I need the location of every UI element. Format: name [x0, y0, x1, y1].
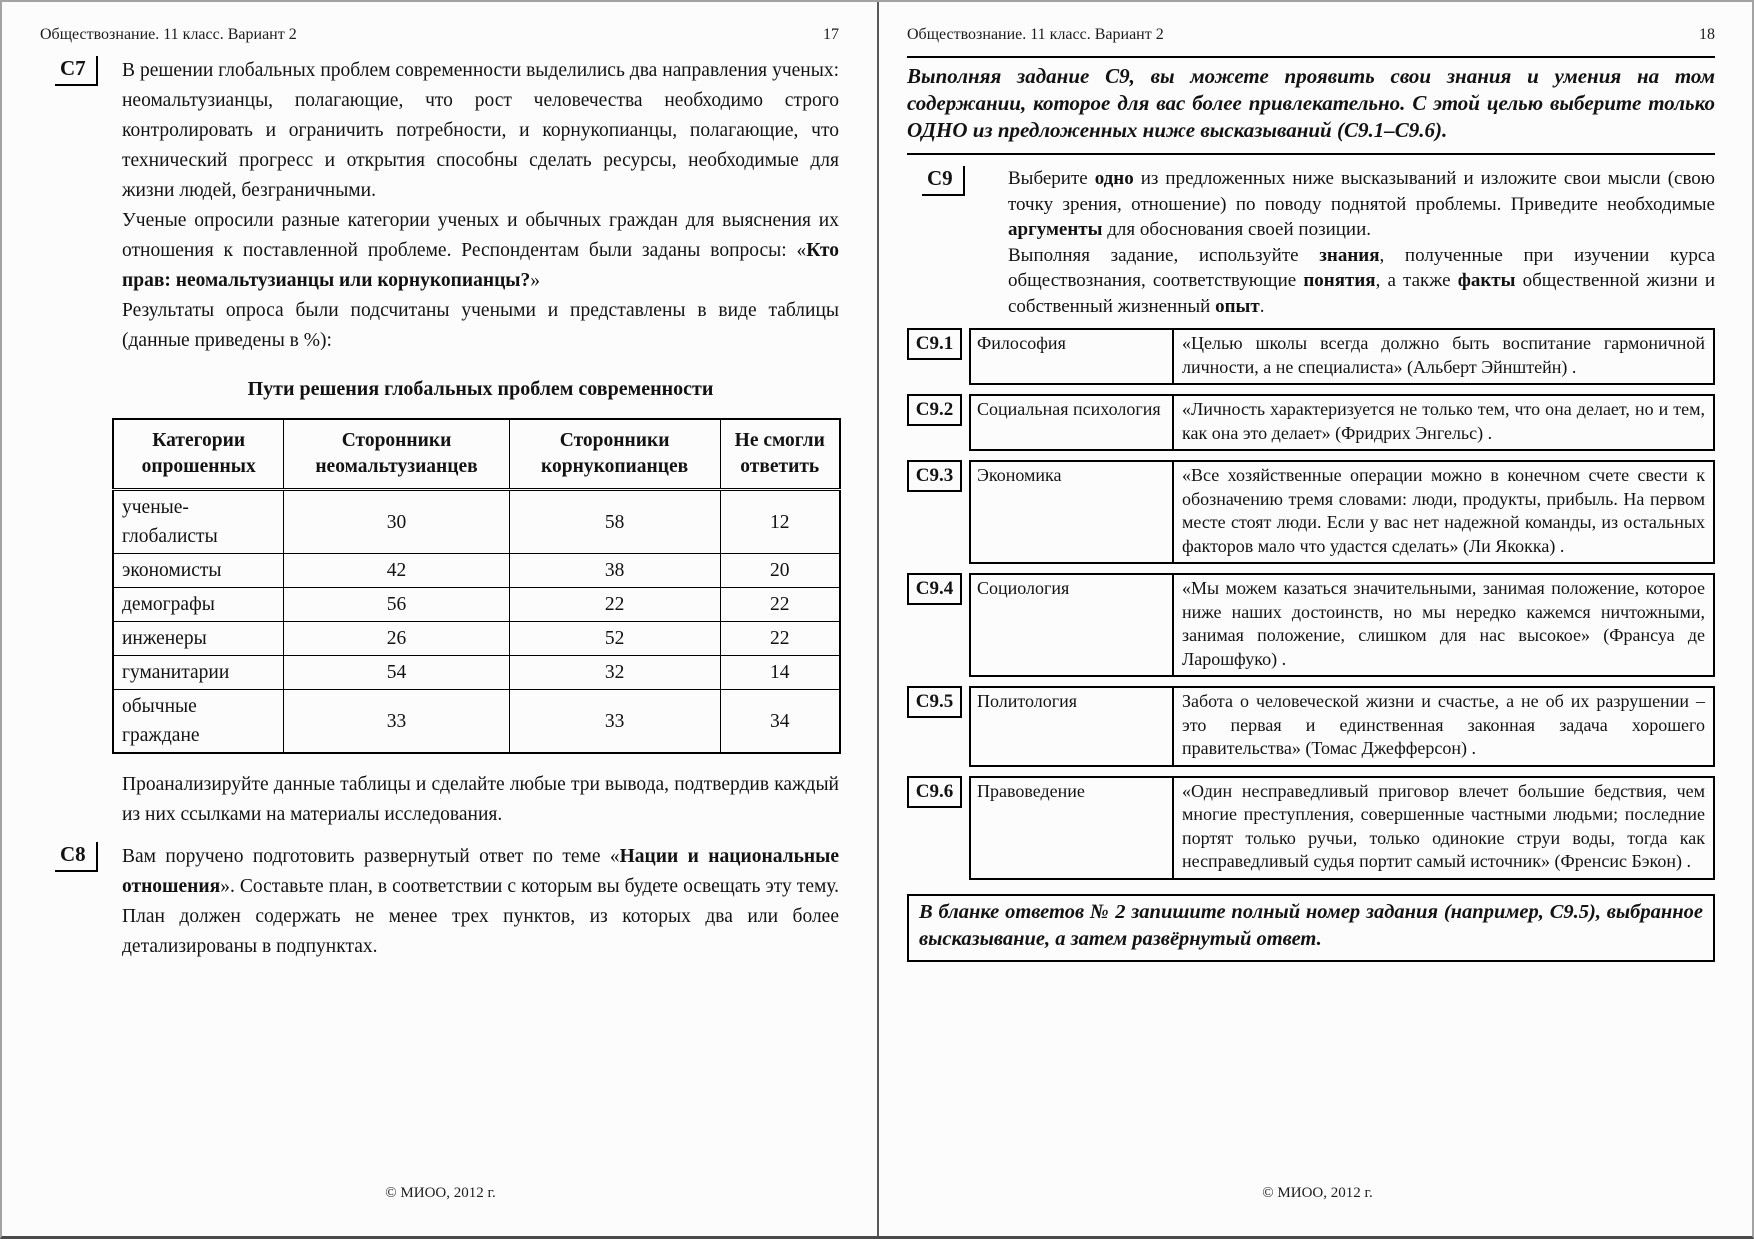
page-18-footer: © МИОО, 2012 г. — [1262, 1185, 1373, 1201]
c9-option-label: С9.3 — [907, 460, 962, 492]
c9-option-domain: Политология — [971, 688, 1174, 765]
table-row — [113, 588, 840, 622]
task-c8-body — [122, 842, 839, 962]
task-c7-paragraph: Ученые опросили разные категории ученых и обычных граждан для выяснения их отношения к поставленной проблеме. Респондентам были заданы вопросы: «Кто прав: неомальтузианцы или корнукопианцы?» — [122, 210, 839, 291]
task-c7-label-column — [40, 56, 122, 86]
row-value: 34 — [720, 690, 840, 754]
c9-option-domain: Философия — [971, 330, 1174, 383]
row-value: 33 — [509, 690, 720, 754]
row-value: 58 — [509, 490, 720, 554]
table-row — [113, 490, 840, 554]
row-category: демографы — [113, 588, 284, 622]
page-17 — [2, 2, 879, 1236]
c9-option-label: С9.5 — [907, 686, 962, 718]
c9-option-label: С9.4 — [907, 573, 962, 605]
c9-option-domain: Экономика — [971, 462, 1174, 562]
answer-sheet-note: В бланке ответов № 2 запишите полный номер задания (например, С9.5), выбранное высказывание, а затем развёрнутый ответ. — [907, 894, 1715, 962]
task-c9-body — [1008, 166, 1715, 319]
row-value: 22 — [509, 588, 720, 622]
c9-option-row — [907, 686, 1715, 767]
c9-option-table — [969, 776, 1715, 880]
row-value: 26 — [284, 622, 509, 656]
task-c9-label: С9 — [922, 166, 965, 196]
c9-option-row — [907, 328, 1715, 385]
row-category: ученые-глобалисты — [113, 490, 284, 554]
row-value: 30 — [284, 490, 509, 554]
c9-intro-note: Выполняя задание С9, вы можете проявить свои знания и умения на том содержании, которое для вас более привлекательно. С этой целью выберите только ОДНО из предложенных ниже высказываний (С9.1–С9.6). — [907, 56, 1715, 155]
c9-option-quote: Забота о человеческой жизни и счастье, а не об их разрушении – это первая и единственная законная задача хорошего правительства» (Томас Джефферсон) . — [1182, 691, 1705, 758]
task-c9-label-column — [907, 166, 1008, 196]
page-18 — [879, 2, 1754, 1236]
column-header: Не смогли ответить — [720, 419, 840, 490]
task-c9 — [907, 166, 1715, 319]
task-c7 — [40, 56, 839, 830]
task-c7-body — [122, 56, 839, 830]
survey-table-title: Пути решения глобальных проблем современности — [247, 378, 714, 400]
task-c8-label: С8 — [55, 842, 98, 872]
c9-option-row — [907, 394, 1715, 451]
row-category: обычные граждане — [113, 690, 284, 754]
c9-option-table — [969, 460, 1715, 564]
task-c9-paragraph: Выберите одно из предложенных ниже высказываний и изложите свои мысли (свою точку зрения, отношение) по поводу поднятой проблемы. Приведите необходимые аргументы для обоснования своей позиции. — [1008, 168, 1715, 240]
task-c7-paragraph: В решении глобальных проблем современности выделились два направления ученых: неомальтузианцы, полагающие, что рост человечества необходимо строго контролировать и ограничить потребности, и корнукопианцы, полагающие, что технический прогресс и открытия способны сделать ресурсы, необходимые для жизни людей, безграничными. — [122, 60, 839, 201]
c9-option-table — [969, 573, 1715, 677]
c9-option-table — [969, 686, 1715, 767]
survey-header-row — [113, 419, 840, 490]
survey-table — [112, 418, 841, 754]
table-row — [113, 690, 840, 754]
page-17-footer: © МИОО, 2012 г. — [385, 1185, 496, 1201]
row-value: 32 — [509, 656, 720, 690]
table-row — [113, 622, 840, 656]
row-value: 33 — [284, 690, 509, 754]
c9-option-quote: «Один несправедливый приговор влечет большие бедствия, чем многие преступления, совершенные частными людьми; последние портят только ручьи, только одинокие струи воды, тогда как несправедливый судья портит самый источник» (Френсис Бэкон) . — [1182, 780, 1705, 871]
table-row — [113, 554, 840, 588]
c9-option-domain: Социальная психология — [971, 396, 1174, 449]
row-category: гуманитарии — [113, 656, 284, 690]
row-value: 12 — [720, 490, 840, 554]
c9-option-domain: Правоведение — [971, 778, 1174, 878]
c9-option-row — [907, 460, 1715, 564]
page-number: 17 — [823, 26, 839, 43]
c9-option-row — [907, 776, 1715, 880]
row-value: 14 — [720, 656, 840, 690]
row-value: 54 — [284, 656, 509, 690]
c9-option-label: С9.6 — [907, 776, 962, 808]
row-value: 52 — [509, 622, 720, 656]
row-value: 56 — [284, 588, 509, 622]
header-title: Обществознание. 11 класс. Вариант 2 — [40, 26, 297, 43]
page-number: 18 — [1699, 26, 1715, 43]
c9-option-row — [907, 573, 1715, 677]
c9-option-quote: «Личность характеризуется не только тем, что она делает, но и тем, как она это делает» (Фридрих Энгельс) . — [1182, 399, 1705, 443]
c9-option-table — [969, 394, 1715, 451]
header-title: Обществознание. 11 класс. Вариант 2 — [907, 26, 1164, 43]
row-category: экономисты — [113, 554, 284, 588]
task-c7-instruction: Проанализируйте данные таблицы и сделайте любые три вывода, подтвердив каждый из них ссылками на материалы исследования. — [122, 774, 839, 825]
column-header: Сторонники корнукопианцев — [509, 419, 720, 490]
page-17-header — [40, 26, 839, 44]
row-value: 20 — [720, 554, 840, 588]
row-value: 22 — [720, 622, 840, 656]
c9-option-label: С9.1 — [907, 328, 962, 360]
task-c8-paragraph: Вам поручено подготовить развернутый ответ по теме «Нации и национальные отношения». Составьте план, в соответствии с которым вы будете освещать эту тему. План должен содержать не менее трех пунктов, из которых два или более детализированы в подпунктах. — [122, 846, 839, 957]
task-c7-paragraph: Результаты опроса были подсчитаны учеными и представлены в виде таблицы (данные приведены в %): — [122, 300, 839, 351]
task-c9-paragraph: Выполняя задание, используйте знания, полученные при изучении курса обществознания, соответствующие понятия, а также факты общественной жизни и собственный жизненный опыт. — [1008, 244, 1716, 317]
task-c8-label-column — [40, 842, 122, 872]
task-c7-label: С7 — [55, 56, 98, 86]
row-value: 22 — [720, 588, 840, 622]
c9-option-quote: «Целью школы всегда должно быть воспитание гармоничной личности, а не специалиста» (Альберт Эйнштейн) . — [1182, 333, 1705, 377]
task-c8 — [40, 842, 839, 962]
c9-option-table — [969, 328, 1715, 385]
c9-option-domain: Социология — [971, 575, 1174, 675]
row-category: инженеры — [113, 622, 284, 656]
column-header: Сторонники неомальтузианцев — [284, 419, 509, 490]
row-value: 42 — [284, 554, 509, 588]
c9-options — [907, 328, 1715, 880]
page-18-header — [907, 26, 1715, 44]
row-value: 38 — [509, 554, 720, 588]
column-header: Категории опрошенных — [113, 419, 284, 490]
c9-option-quote: «Мы можем казаться значительными, занимая положение, которое ниже наших достоинств, но мы нередко кажемся ничтожными, занимая положение, слишком для нас высокое» (Франсуа де Ларошфуко) . — [1182, 578, 1705, 669]
c9-option-label: С9.2 — [907, 394, 962, 426]
c9-option-quote: «Все хозяйственные операции можно в конечном счете свести к обозначению тремя словами: люди, продукты, прибыль. На первом месте стоят люди. Если у вас нет надежной команды, из остальных факторов мало что удастся сделать» (Ли Якокка) . — [1182, 465, 1705, 556]
table-row — [113, 656, 840, 690]
